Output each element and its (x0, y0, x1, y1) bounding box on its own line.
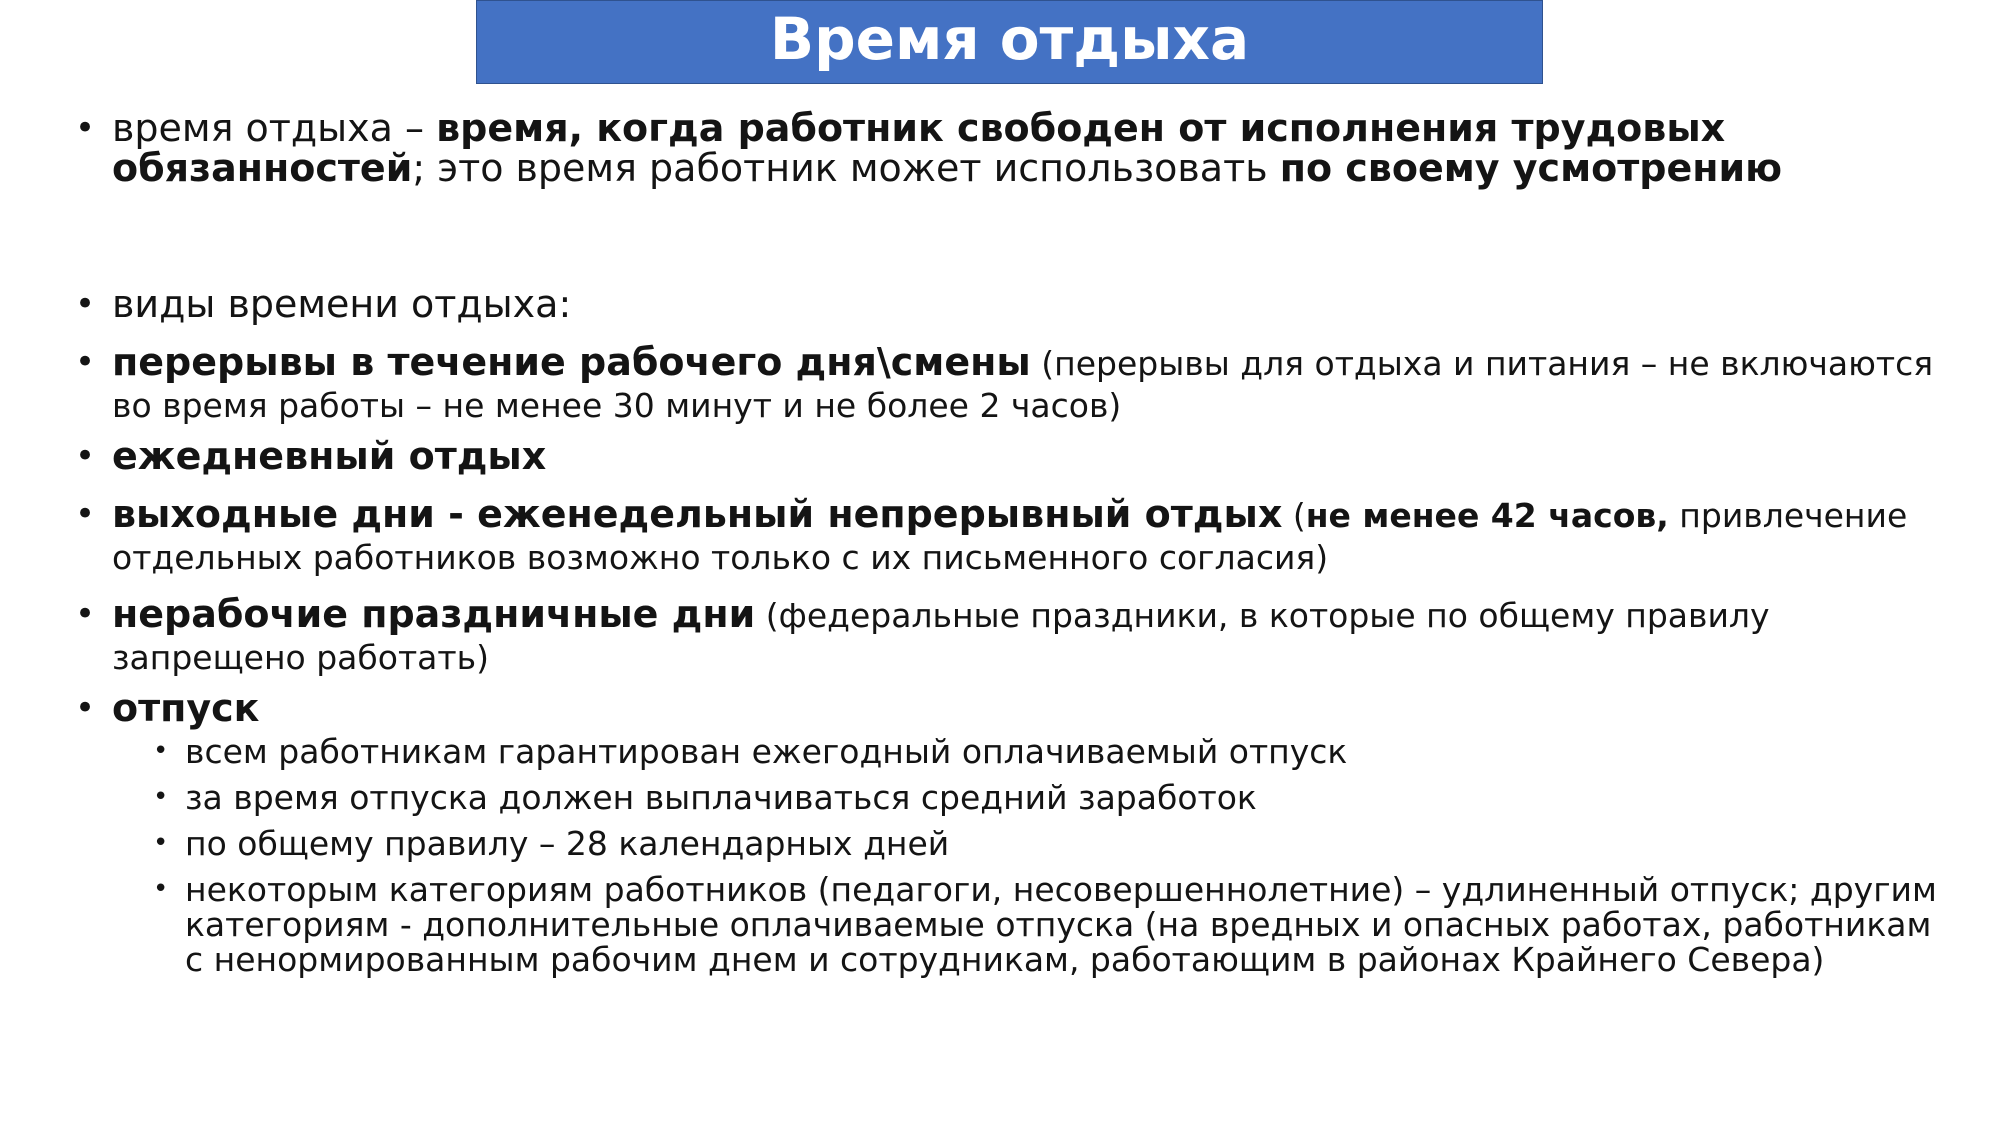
bullet-types-heading (70, 284, 1950, 324)
daily-rest-title: ежедневный отдых (112, 434, 547, 478)
vacation-subitem (145, 872, 1950, 977)
definition-lead: время отдыха – (112, 106, 437, 150)
sub-bullet-dot-icon: • (153, 736, 169, 766)
slide-body (70, 108, 1950, 977)
breaks-title: перерывы в течение рабочего дня\смены (112, 340, 1031, 384)
holidays-detail: (федеральные праздники, в которые по общему правилу запрещено работать) (112, 596, 1770, 677)
vacation-subitem (145, 780, 1950, 815)
weekend-detail: привлечение отдельных работников возможно только с их письменного согласия) (112, 496, 1908, 577)
bullet-holidays (70, 594, 1950, 678)
bullet-dot-icon: • (75, 594, 96, 634)
vacation-subitem-text: за время отпуска должен выплачиваться средний заработок (185, 778, 1257, 817)
vacation-subitem-text: некоторым категориям работников (педагоги, несовершеннолетние) – удлиненный отпуск; другим категориям - дополнительные оплачиваемые отпуска (на вредных и опасных работах, работникам с ненормированным рабочим днем и сотрудникам, работающим в районах Крайнего Севера) (185, 870, 1937, 979)
weekend-detail-bold: не менее 42 часов, (1305, 496, 1669, 535)
breaks-detail: (перерывы для отдыха и питания – не включаются во время работы – не менее 30 минут и не более 2 часов) (112, 344, 1934, 425)
vacation-subitem-text: всем работникам гарантирован ежегодный оплачиваемый отпуск (185, 732, 1348, 771)
title-banner (476, 0, 1543, 84)
slide-title: Время отдыха (769, 5, 1250, 73)
bullet-dot-icon: • (75, 436, 96, 476)
bullet-definition (70, 108, 1950, 188)
bullet-dot-icon: • (75, 494, 96, 534)
sub-bullet-dot-icon: • (153, 782, 169, 812)
weekend-paren: ( (1282, 496, 1306, 535)
bullet-dot-icon: • (75, 342, 96, 382)
definition-bold-1: время, когда работник свободен от исполнения трудовых обязанностей (112, 106, 1726, 190)
definition-middle: ; это время работник может использовать (412, 146, 1280, 190)
types-heading: виды времени отдыха: (112, 282, 572, 326)
bullet-dot-icon: • (75, 688, 96, 728)
bullet-daily-rest (70, 436, 1950, 476)
vacation-subitem (145, 734, 1950, 769)
vacation-subitem-text: по общему правилу – 28 календарных дней (185, 824, 950, 863)
sub-bullet-dot-icon: • (153, 874, 169, 904)
bullet-weekend (70, 494, 1950, 578)
sub-bullet-dot-icon: • (153, 828, 169, 858)
definition-bold-2: по своему усмотрению (1279, 146, 1783, 190)
bullet-dot-icon: • (75, 284, 96, 324)
weekend-title: выходные дни - еженедельный непрерывный отдых (112, 492, 1283, 536)
vacation-subitem (145, 826, 1950, 861)
bullet-vacation (70, 688, 1950, 728)
bullet-dot-icon: • (75, 108, 96, 148)
vacation-title: отпуск (112, 686, 260, 730)
bullet-breaks (70, 342, 1950, 426)
holidays-title: нерабочие праздничные дни (112, 592, 756, 636)
